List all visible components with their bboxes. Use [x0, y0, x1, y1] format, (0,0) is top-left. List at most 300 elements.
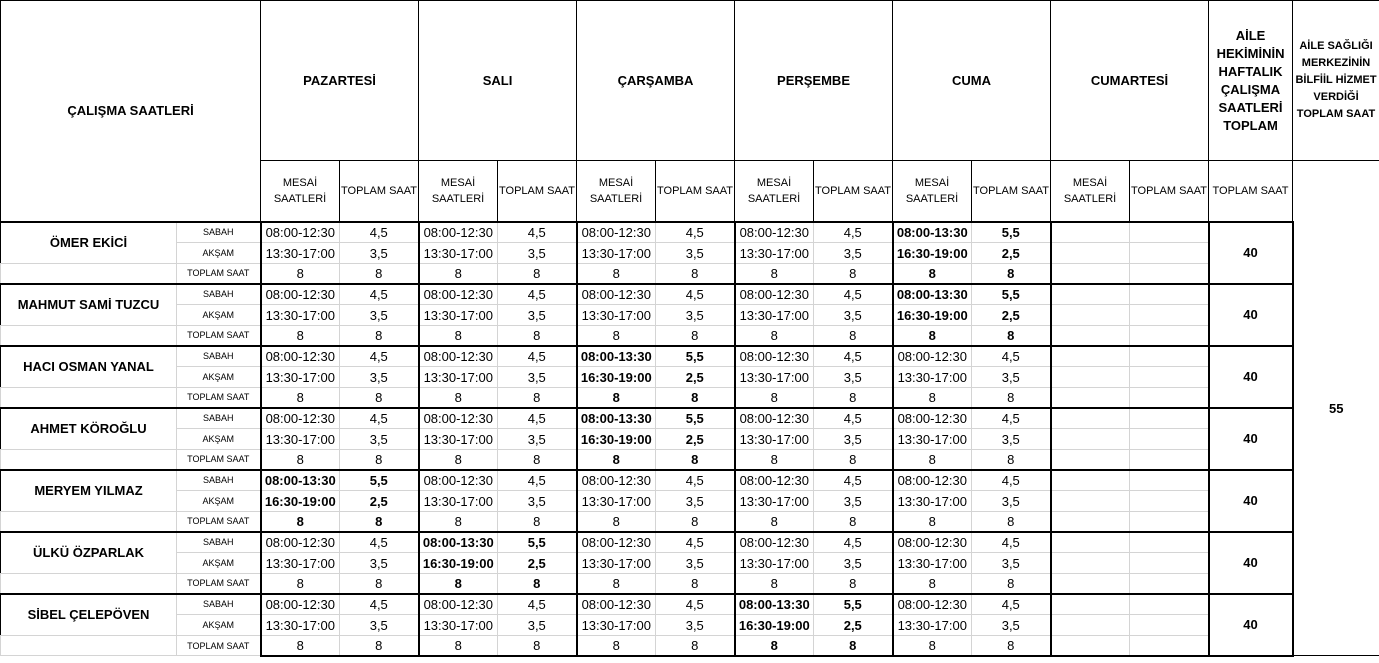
hours-cell: 3,5: [814, 553, 893, 574]
row-label-evening: AKŞAM: [177, 615, 261, 636]
hours-cell: 8: [656, 574, 735, 594]
hours-cell: 4,5: [656, 470, 735, 491]
table-row: [1, 264, 1379, 284]
empty-cell: [1, 450, 177, 470]
schedule-cell: [1051, 326, 1130, 346]
schedule-cell: 8: [261, 512, 340, 532]
hours-cell: [1130, 388, 1209, 408]
schedule-cell: 08:00-12:30: [735, 408, 814, 429]
row-label-total: TOPLAM SAAT: [177, 388, 261, 408]
hours-cell: 3,5: [814, 305, 893, 326]
doctor-name: AHMET KÖROĞLU: [1, 408, 177, 450]
table-row: [1, 450, 1379, 470]
schedule-cell: 8: [735, 512, 814, 532]
hours-cell: 8: [340, 264, 419, 284]
row-label-total: TOPLAM SAAT: [177, 326, 261, 346]
schedule-cell: [1051, 574, 1130, 594]
row-label-total: TOPLAM SAAT: [177, 450, 261, 470]
schedule-cell: 8: [419, 636, 498, 656]
row-label-morning: SABAH: [177, 532, 261, 553]
schedule-cell: 13:30-17:00: [577, 305, 656, 326]
hours-cell: 4,5: [814, 222, 893, 243]
row-label-evening: AKŞAM: [177, 429, 261, 450]
schedule-cell: 08:00-12:30: [735, 346, 814, 367]
hours-cell: 2,5: [656, 429, 735, 450]
subheader-weekly-total: TOPLAM SAAT: [1209, 161, 1293, 222]
subheader-shift-tuesday: MESAİ SAATLERİ: [419, 161, 498, 222]
schedule-cell: 13:30-17:00: [419, 243, 498, 264]
schedule-cell: 13:30-17:00: [577, 553, 656, 574]
hours-cell: 8: [814, 636, 893, 656]
schedule-cell: 13:30-17:00: [419, 367, 498, 388]
hours-cell: 8: [814, 450, 893, 470]
hours-cell: 8: [340, 574, 419, 594]
row-label-evening: AKŞAM: [177, 243, 261, 264]
hours-cell: 3,5: [814, 491, 893, 512]
hours-cell: 4,5: [340, 594, 419, 615]
hours-cell: 3,5: [814, 367, 893, 388]
grand-total-value: 55: [1293, 161, 1379, 656]
hours-cell: 3,5: [340, 553, 419, 574]
hours-cell: [1130, 346, 1209, 367]
schedule-cell: 8: [419, 264, 498, 284]
doctor-weekly-total: 40: [1209, 408, 1293, 470]
schedule-cell: 8: [577, 636, 656, 656]
hours-cell: 4,5: [498, 408, 577, 429]
empty-cell: [1, 574, 177, 594]
row-label-morning: SABAH: [177, 222, 261, 243]
hours-cell: 8: [972, 512, 1051, 532]
hours-cell: 4,5: [498, 470, 577, 491]
schedule-cell: 13:30-17:00: [577, 491, 656, 512]
hours-cell: 8: [340, 512, 419, 532]
row-label-morning: SABAH: [177, 408, 261, 429]
empty-cell: [1, 388, 177, 408]
hours-cell: 3,5: [972, 429, 1051, 450]
schedule-cell: 13:30-17:00: [419, 615, 498, 636]
schedule-cell: 08:00-13:30: [577, 346, 656, 367]
subheader-shift-saturday: MESAİ SAATLERİ: [1051, 161, 1130, 222]
hours-cell: 3,5: [498, 367, 577, 388]
schedule-cell: 13:30-17:00: [735, 305, 814, 326]
hours-cell: 4,5: [972, 470, 1051, 491]
hours-cell: 3,5: [656, 615, 735, 636]
hours-cell: 8: [972, 574, 1051, 594]
hours-cell: [1130, 636, 1209, 656]
doctor-weekly-total: 40: [1209, 532, 1293, 594]
schedule-cell: 08:00-13:30: [735, 594, 814, 615]
schedule-cell: 13:30-17:00: [577, 615, 656, 636]
schedule-cell: [1051, 470, 1130, 491]
table-title: ÇALIŞMA SAATLERİ: [1, 1, 261, 222]
hours-cell: 8: [498, 264, 577, 284]
schedule-cell: [1051, 264, 1130, 284]
schedule-cell: 13:30-17:00: [419, 491, 498, 512]
schedule-cell: [1051, 532, 1130, 553]
schedule-cell: 8: [735, 574, 814, 594]
hours-cell: [1130, 574, 1209, 594]
doctor-name: HACI OSMAN YANAL: [1, 346, 177, 388]
row-label-total: TOPLAM SAAT: [177, 636, 261, 656]
hours-cell: 8: [340, 450, 419, 470]
schedule-cell: 8: [735, 326, 814, 346]
hours-cell: 3,5: [656, 553, 735, 574]
hours-cell: 8: [498, 512, 577, 532]
schedule-cell: 08:00-12:30: [419, 284, 498, 305]
table-row: [1, 326, 1379, 346]
hours-cell: 4,5: [814, 408, 893, 429]
schedule-cell: 08:00-13:30: [419, 532, 498, 553]
row-label-morning: SABAH: [177, 284, 261, 305]
hours-cell: 4,5: [814, 346, 893, 367]
hours-cell: 4,5: [656, 594, 735, 615]
schedule-cell: 8: [577, 388, 656, 408]
schedule-cell: 13:30-17:00: [261, 615, 340, 636]
empty-cell: [1, 636, 177, 656]
schedule-cell: 13:30-17:00: [735, 491, 814, 512]
table-row: [1, 532, 1379, 553]
table-row: [1, 574, 1379, 594]
hours-cell: 5,5: [656, 346, 735, 367]
schedule-cell: 08:00-12:30: [735, 284, 814, 305]
schedule-cell: [1051, 594, 1130, 615]
hours-cell: [1130, 408, 1209, 429]
hours-cell: 8: [498, 574, 577, 594]
schedule-cell: 8: [577, 450, 656, 470]
schedule-cell: 8: [577, 574, 656, 594]
subheader-shift-thursday: MESAİ SAATLERİ: [735, 161, 814, 222]
hours-cell: 8: [498, 326, 577, 346]
hours-cell: 4,5: [498, 594, 577, 615]
table-row: [1, 512, 1379, 532]
schedule-cell: [1051, 408, 1130, 429]
table-row: [1, 284, 1379, 305]
schedule-cell: 08:00-12:30: [577, 532, 656, 553]
schedule-cell: 08:00-12:30: [577, 222, 656, 243]
hours-cell: 8: [340, 388, 419, 408]
schedule-cell: [1051, 346, 1130, 367]
hours-cell: 5,5: [814, 594, 893, 615]
hours-cell: 3,5: [972, 367, 1051, 388]
day-header-tuesday: SALI: [419, 1, 577, 161]
day-header-monday: PAZARTESİ: [261, 1, 419, 161]
hours-cell: 4,5: [814, 284, 893, 305]
schedule-cell: 8: [261, 326, 340, 346]
schedule-cell: 8: [419, 326, 498, 346]
schedule-cell: 08:00-12:30: [419, 594, 498, 615]
schedule-cell: 13:30-17:00: [735, 367, 814, 388]
hours-cell: 8: [656, 388, 735, 408]
schedule-cell: 13:30-17:00: [735, 553, 814, 574]
schedule-cell: [1051, 367, 1130, 388]
hours-cell: 8: [656, 264, 735, 284]
weekly-total-header: AİLE HEKİMİNİN HAFTALIK ÇALIŞMA SAATLERİ TOPLAM: [1209, 1, 1293, 161]
row-label-total: TOPLAM SAAT: [177, 574, 261, 594]
hours-cell: 4,5: [814, 470, 893, 491]
hours-cell: 4,5: [972, 594, 1051, 615]
schedule-cell: 08:00-12:30: [893, 532, 972, 553]
hours-cell: 4,5: [340, 346, 419, 367]
table-row: [1, 388, 1379, 408]
schedule-cell: 08:00-12:30: [261, 284, 340, 305]
schedule-cell: [1051, 615, 1130, 636]
schedule-cell: 13:30-17:00: [893, 367, 972, 388]
hours-cell: 3,5: [498, 305, 577, 326]
hours-cell: 3,5: [340, 305, 419, 326]
subheader-shift-wednesday: MESAİ SAATLERİ: [577, 161, 656, 222]
row-label-evening: AKŞAM: [177, 553, 261, 574]
schedule-cell: 08:00-12:30: [893, 408, 972, 429]
subheader-total-tuesday: TOPLAM SAAT: [498, 161, 577, 222]
row-label-morning: SABAH: [177, 346, 261, 367]
schedule-cell: 08:00-12:30: [735, 470, 814, 491]
hours-cell: 3,5: [656, 491, 735, 512]
hours-cell: [1130, 470, 1209, 491]
doctor-weekly-total: 40: [1209, 284, 1293, 346]
schedule-cell: 16:30-19:00: [577, 429, 656, 450]
schedule-cell: 13:30-17:00: [261, 305, 340, 326]
hours-cell: [1130, 594, 1209, 615]
hours-cell: 4,5: [340, 284, 419, 305]
row-label-morning: SABAH: [177, 470, 261, 491]
empty-cell: [1, 326, 177, 346]
schedule-cell: 16:30-19:00: [261, 491, 340, 512]
subheader-total-wednesday: TOPLAM SAAT: [656, 161, 735, 222]
schedule-cell: [1051, 512, 1130, 532]
schedule-cell: 13:30-17:00: [893, 553, 972, 574]
schedule-cell: 13:30-17:00: [893, 491, 972, 512]
schedule-cell: 8: [261, 636, 340, 656]
hours-cell: 4,5: [972, 408, 1051, 429]
table-row: [1, 243, 1379, 264]
hours-cell: 2,5: [656, 367, 735, 388]
schedule-cell: 08:00-12:30: [419, 408, 498, 429]
hours-cell: 8: [972, 264, 1051, 284]
hours-cell: 3,5: [972, 553, 1051, 574]
schedule-cell: 13:30-17:00: [261, 367, 340, 388]
hours-cell: 3,5: [656, 305, 735, 326]
doctor-name: MAHMUT SAMİ TUZCU: [1, 284, 177, 326]
row-label-total: TOPLAM SAAT: [177, 264, 261, 284]
schedule-cell: 08:00-12:30: [261, 408, 340, 429]
hours-cell: 4,5: [498, 222, 577, 243]
table-row: [1, 553, 1379, 574]
schedule-cell: 8: [261, 450, 340, 470]
schedule-cell: 8: [261, 264, 340, 284]
day-header-wednesday: ÇARŞAMBA: [577, 1, 735, 161]
hours-cell: [1130, 429, 1209, 450]
schedule-cell: 08:00-12:30: [735, 532, 814, 553]
hours-cell: 3,5: [656, 243, 735, 264]
schedule-cell: 8: [735, 450, 814, 470]
schedule-cell: 08:00-12:30: [893, 346, 972, 367]
hours-cell: 3,5: [340, 615, 419, 636]
hours-cell: [1130, 615, 1209, 636]
hours-cell: 5,5: [656, 408, 735, 429]
hours-cell: 8: [340, 636, 419, 656]
hours-cell: [1130, 305, 1209, 326]
hours-cell: [1130, 222, 1209, 243]
table-row: [1, 408, 1379, 429]
subheader-total-saturday: TOPLAM SAAT: [1130, 161, 1209, 222]
hours-cell: [1130, 512, 1209, 532]
schedule-cell: 13:30-17:00: [735, 429, 814, 450]
schedule-cell: 08:00-12:30: [419, 346, 498, 367]
hours-cell: 5,5: [340, 470, 419, 491]
hours-cell: 2,5: [972, 305, 1051, 326]
schedule-cell: 8: [735, 636, 814, 656]
day-header-thursday: PERŞEMBE: [735, 1, 893, 161]
subheader-total-thursday: TOPLAM SAAT: [814, 161, 893, 222]
hours-cell: 3,5: [814, 429, 893, 450]
table-row: [1, 346, 1379, 367]
hours-cell: [1130, 491, 1209, 512]
schedule-cell: 16:30-19:00: [735, 615, 814, 636]
hours-cell: 4,5: [340, 408, 419, 429]
schedule-cell: 8: [419, 388, 498, 408]
hours-cell: [1130, 284, 1209, 305]
schedule-cell: 8: [577, 512, 656, 532]
row-label-morning: SABAH: [177, 594, 261, 615]
day-header-saturday: CUMARTESİ: [1051, 1, 1209, 161]
hours-cell: 8: [972, 326, 1051, 346]
schedule-cell: [1051, 429, 1130, 450]
schedule-cell: 13:30-17:00: [261, 243, 340, 264]
subheader-shift-friday: MESAİ SAATLERİ: [893, 161, 972, 222]
schedule-cell: 8: [577, 326, 656, 346]
hours-cell: 4,5: [340, 532, 419, 553]
hours-cell: 8: [656, 512, 735, 532]
hours-cell: 8: [498, 450, 577, 470]
hours-cell: 3,5: [340, 429, 419, 450]
empty-cell: [1, 512, 177, 532]
schedule-cell: 8: [577, 264, 656, 284]
schedule-cell: 8: [893, 450, 972, 470]
doctor-name: SİBEL ÇELEPÖVEN: [1, 594, 177, 636]
table-row: [1, 594, 1379, 615]
hours-cell: 3,5: [814, 243, 893, 264]
hours-cell: 5,5: [498, 532, 577, 553]
schedule-cell: 8: [893, 264, 972, 284]
hours-cell: 3,5: [498, 429, 577, 450]
hours-cell: 5,5: [972, 222, 1051, 243]
schedule-cell: 08:00-12:30: [261, 594, 340, 615]
schedule-cell: [1051, 491, 1130, 512]
hours-cell: [1130, 553, 1209, 574]
doctor-weekly-total: 40: [1209, 470, 1293, 532]
hours-cell: 4,5: [972, 532, 1051, 553]
row-label-evening: AKŞAM: [177, 305, 261, 326]
schedule-cell: [1051, 284, 1130, 305]
schedule-cell: 13:30-17:00: [735, 243, 814, 264]
table-row: [1, 429, 1379, 450]
schedule-cell: 8: [419, 512, 498, 532]
hours-cell: 4,5: [972, 346, 1051, 367]
subheader-total-friday: TOPLAM SAAT: [972, 161, 1051, 222]
hours-cell: 2,5: [972, 243, 1051, 264]
schedule-cell: 8: [893, 326, 972, 346]
hours-cell: 8: [972, 388, 1051, 408]
schedule-cell: 13:30-17:00: [261, 429, 340, 450]
schedule-cell: 8: [261, 574, 340, 594]
hours-cell: 4,5: [340, 222, 419, 243]
table-row: [1, 470, 1379, 491]
hours-cell: 4,5: [814, 532, 893, 553]
schedule-cell: 08:00-12:30: [577, 284, 656, 305]
hours-cell: 3,5: [972, 615, 1051, 636]
schedule-cell: 8: [735, 388, 814, 408]
schedule-cell: 13:30-17:00: [893, 615, 972, 636]
hours-cell: [1130, 532, 1209, 553]
hours-cell: 8: [498, 388, 577, 408]
hours-cell: [1130, 264, 1209, 284]
schedule-cell: 08:00-12:30: [735, 222, 814, 243]
table-row: [1, 615, 1379, 636]
schedule-cell: [1051, 388, 1130, 408]
center-total-header: AİLE SAĞLIĞI MERKEZİNİN BİLFİİL HİZMET VERDİĞİ TOPLAM SAAT: [1293, 1, 1379, 161]
hours-cell: 8: [972, 636, 1051, 656]
schedule-cell: 08:00-12:30: [893, 594, 972, 615]
schedule-cell: 08:00-13:30: [577, 408, 656, 429]
schedule-cell: 8: [261, 388, 340, 408]
schedule-cell: 13:30-17:00: [261, 553, 340, 574]
hours-cell: 8: [656, 326, 735, 346]
hours-cell: 8: [814, 264, 893, 284]
hours-cell: 4,5: [656, 284, 735, 305]
hours-cell: [1130, 450, 1209, 470]
row-label-evening: AKŞAM: [177, 367, 261, 388]
schedule-cell: 08:00-13:30: [893, 284, 972, 305]
schedule-cell: 08:00-12:30: [419, 470, 498, 491]
doctor-name: MERYEM YILMAZ: [1, 470, 177, 512]
hours-cell: 3,5: [972, 491, 1051, 512]
schedule-cell: 8: [419, 574, 498, 594]
doctor-name: ÜLKÜ ÖZPARLAK: [1, 532, 177, 574]
table-row: [1, 636, 1379, 656]
table-row: [1, 222, 1379, 243]
schedule-cell: 8: [419, 450, 498, 470]
schedule-cell: [1051, 243, 1130, 264]
schedule-cell: 16:30-19:00: [577, 367, 656, 388]
schedule-cell: [1051, 305, 1130, 326]
hours-cell: 8: [814, 512, 893, 532]
table-row: [1, 367, 1379, 388]
subheader-shift-monday: MESAİ SAATLERİ: [261, 161, 340, 222]
hours-cell: 8: [972, 450, 1051, 470]
hours-cell: 4,5: [656, 532, 735, 553]
hours-cell: 2,5: [814, 615, 893, 636]
hours-cell: 8: [656, 636, 735, 656]
schedule-cell: [1051, 450, 1130, 470]
subheader-total-monday: TOPLAM SAAT: [340, 161, 419, 222]
schedule-cell: 16:30-19:00: [419, 553, 498, 574]
table-row: [1, 491, 1379, 512]
schedule-cell: 8: [893, 512, 972, 532]
hours-cell: 8: [656, 450, 735, 470]
schedule-cell: 08:00-12:30: [261, 532, 340, 553]
hours-cell: 3,5: [498, 615, 577, 636]
hours-cell: 2,5: [498, 553, 577, 574]
hours-cell: 3,5: [340, 367, 419, 388]
doctor-weekly-total: 40: [1209, 222, 1293, 284]
hours-cell: 8: [814, 326, 893, 346]
row-label-evening: AKŞAM: [177, 491, 261, 512]
schedule-cell: 8: [893, 574, 972, 594]
schedule-cell: 16:30-19:00: [893, 243, 972, 264]
schedule-cell: 08:00-12:30: [261, 222, 340, 243]
hours-cell: 4,5: [656, 222, 735, 243]
schedule-cell: 08:00-12:30: [419, 222, 498, 243]
